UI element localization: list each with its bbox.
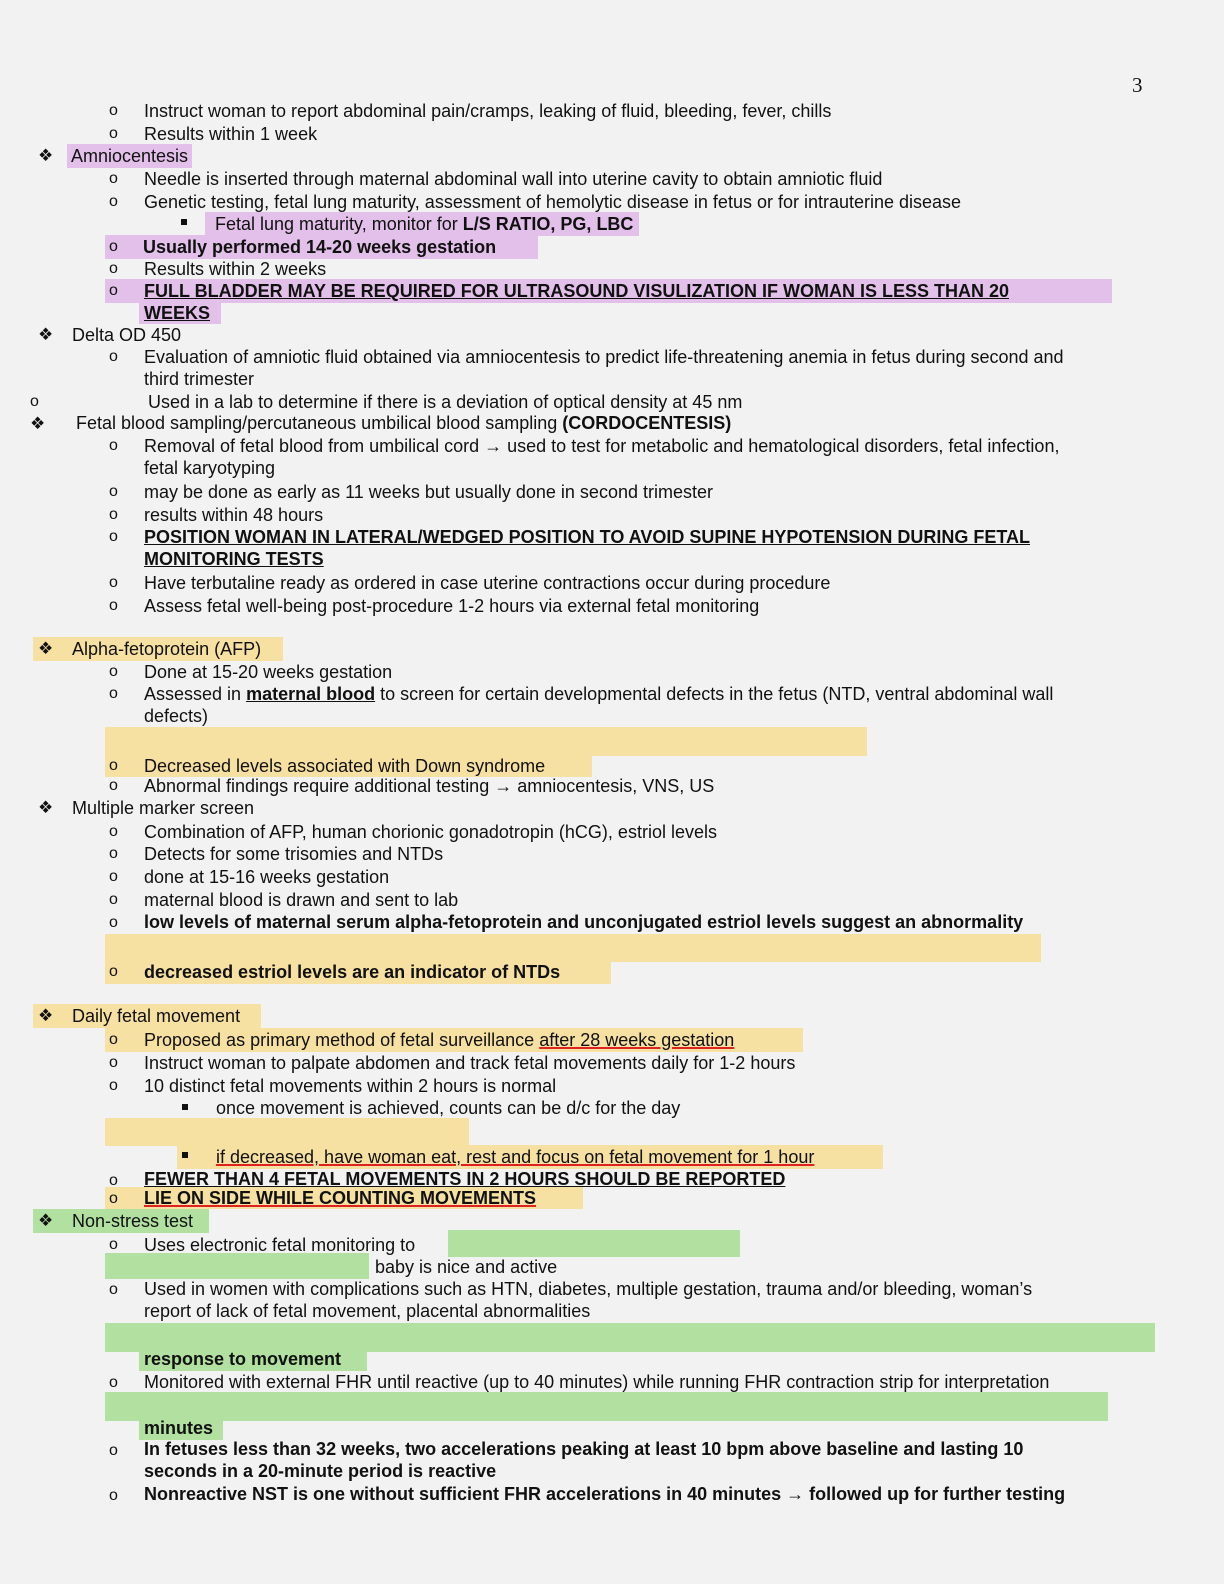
text-line: FEWER THAN 4 FETAL MOVEMENTS IN 2 HOURS SHOULD BE REPORTED (144, 1169, 786, 1189)
diamond-bullet-icon: ❖ (38, 146, 54, 165)
text-line: LIE ON SIDE WHILE COUNTING MOVEMENTS (144, 1188, 537, 1208)
text-line: FULL BLADDER MAY BE REQUIRED FOR ULTRASOUND VISULIZATION IF WOMAN IS LESS THAN 20 (144, 281, 1010, 301)
section-heading: Multiple marker screen (72, 798, 255, 818)
text-line: Monitored with external FHR until reactive (up to 40 minutes) while running FHR contraction strip for interpretation (144, 1372, 1050, 1392)
text-line: Evaluation of amniotic fluid obtained via amniocentesis to predict life-threatening anemia in fetus during second and (144, 347, 1064, 367)
text-line: Genetic testing, fetal lung maturity, assessment of hemolytic disease in fetus or for intrauterine disease (144, 192, 962, 212)
text-line: MONITORING TESTS (144, 549, 324, 569)
section-heading: Amniocentesis (67, 144, 192, 168)
text-span: (CORDOCENTESIS) (562, 413, 732, 433)
text-line (144, 1029, 734, 1051)
text-line (205, 212, 639, 236)
section-heading: Alpha-fetoprotein (AFP) (72, 639, 262, 659)
diamond-bullet-icon: ❖ (38, 1211, 54, 1230)
text-line: POSITION WOMAN IN LATERAL/WEDGED POSITION TO AVOID SUPINE HYPOTENSION DURING FETAL (144, 527, 1031, 547)
text-line: baby is nice and active (375, 1257, 558, 1277)
text-line: Instruct woman to report abdominal pain/cramps, leaking of fluid, bleeding, fever, chills (144, 101, 832, 121)
bullet-circle-icon: o (109, 1077, 118, 1094)
text-line: done at 15-16 weeks gestation (144, 867, 390, 887)
bullet-circle-icon: o (109, 1054, 118, 1071)
text-span: after 28 weeks gestation (539, 1030, 735, 1050)
diamond-bullet-icon: ❖ (38, 639, 54, 658)
bullet-circle-icon: o (109, 868, 118, 885)
page-number: 3 (1132, 73, 1143, 97)
square-bullet-icon (182, 1152, 188, 1158)
text-line: response to movement (144, 1349, 342, 1369)
text-line: Abnormal findings require additional testing → amniocentesis, VNS, US (144, 776, 715, 796)
bullet-circle-icon: o (109, 238, 118, 255)
text-line: Combination of AFP, human chorionic gonadotropin (hCG), estriol levels (144, 822, 717, 842)
highlight-block (448, 1230, 740, 1257)
text-line: In fetuses less than 32 weeks, two accelerations peaking at least 10 bpm above baseline and lasting 10 (144, 1439, 1024, 1459)
text-line: Results within 2 weeks (144, 259, 327, 279)
highlight-block (105, 1118, 469, 1146)
bullet-circle-icon: o (109, 506, 118, 523)
text-line: Assess fetal well-being post-procedure 1-2 hours via external fetal monitoring (144, 596, 760, 616)
text-line: once movement is achieved, counts can be d/c for the day (216, 1098, 681, 1118)
text-line: low levels of maternal serum alpha-fetoprotein and unconjugated estriol levels suggest an abnormality (144, 912, 1024, 932)
bullet-circle-icon: o (109, 685, 118, 702)
bullet-circle-icon: o (109, 1236, 118, 1253)
bullet-circle-icon: o (109, 1442, 118, 1459)
text-line: report of lack of fetal movement, placental abnormalities (144, 1301, 591, 1321)
text-line: may be done as early as 11 weeks but usually done in second trimester (144, 482, 713, 502)
bullet-circle-icon: o (109, 845, 118, 862)
bullet-circle-icon: o (109, 777, 118, 794)
text-line: Uses electronic fetal monitoring to (144, 1235, 416, 1255)
section-heading: Delta OD 450 (72, 325, 182, 345)
highlight-block (105, 1253, 369, 1279)
bullet-circle-icon: o (109, 1190, 118, 1207)
text-line (144, 683, 1053, 705)
bullet-circle-icon: o (109, 437, 118, 454)
diamond-bullet-icon: ❖ (38, 798, 54, 817)
bullet-circle-icon: o (109, 193, 118, 210)
text-line: Detects for some trisomies and NTDs (144, 844, 444, 864)
diamond-bullet-icon: ❖ (38, 325, 54, 344)
bullet-circle-icon: o (30, 393, 39, 410)
bullet-circle-icon: o (109, 757, 118, 774)
bullet-circle-icon: o (109, 1172, 118, 1189)
text-line: Usually performed 14-20 weeks gestation (143, 237, 497, 257)
square-bullet-icon (182, 1104, 188, 1110)
bullet-circle-icon: o (109, 528, 118, 545)
text-span: Proposed as primary method of fetal surveillance (144, 1030, 540, 1050)
text-line: minutes (144, 1418, 214, 1438)
text-line: Used in a lab to determine if there is a deviation of optical density at 45 nm (148, 392, 743, 412)
text-span: Fetal blood sampling/percutaneous umbilical blood sampling (76, 413, 563, 433)
text-line: Needle is inserted through maternal abdominal wall into uterine cavity to obtain amniotic fluid (144, 169, 883, 189)
bullet-circle-icon: o (109, 125, 118, 142)
text-line: if decreased, have woman eat, rest and focus on fetal movement for 1 hour (216, 1147, 815, 1167)
bullet-circle-icon: o (109, 597, 118, 614)
text-line: Removal of fetal blood from umbilical cord → used to test for metabolic and hematological disorders, fetal infection, (144, 436, 1060, 456)
bullet-circle-icon: o (109, 1374, 118, 1391)
bullet-circle-icon: o (109, 483, 118, 500)
square-bullet-icon (181, 219, 187, 225)
text-line: 10 distinct fetal movements within 2 hours is normal (144, 1076, 557, 1096)
highlight-block (105, 1392, 1108, 1421)
bullet-circle-icon: o (109, 823, 118, 840)
bullet-circle-icon: o (109, 663, 118, 680)
bullet-circle-icon: o (109, 1487, 118, 1504)
text-line: defects) (144, 706, 209, 726)
bullet-circle-icon: o (109, 574, 118, 591)
bullet-circle-icon: o (109, 170, 118, 187)
text-line: results within 48 hours (144, 505, 324, 525)
text-line: third trimester (144, 369, 255, 389)
text-line: Done at 15-20 weeks gestation (144, 662, 393, 682)
bullet-circle-icon: o (109, 260, 118, 277)
text-span: maternal blood (246, 684, 376, 704)
text-line: Decreased levels associated with Down syndrome (144, 756, 546, 776)
bullet-circle-icon: o (109, 963, 118, 980)
bullet-circle-icon: o (109, 282, 118, 299)
text-line: fetal karyotyping (144, 458, 276, 478)
highlight-block (105, 934, 1041, 962)
text-line: seconds in a 20-minute period is reactive (144, 1461, 497, 1481)
section-heading (76, 412, 731, 434)
text-span: L/S RATIO, PG, LBC (462, 214, 634, 234)
bullet-circle-icon: o (109, 914, 118, 931)
diamond-bullet-icon: ❖ (38, 1006, 54, 1025)
text-line: Results within 1 week (144, 124, 318, 144)
text-line: Have terbutaline ready as ordered in case uterine contractions occur during procedure (144, 573, 831, 593)
text-line: Instruct woman to palpate abdomen and track fetal movements daily for 1-2 hours (144, 1053, 796, 1073)
text-line: Nonreactive NST is one without sufficient FHR accelerations in 40 minutes → followed up for further testing (144, 1484, 1066, 1504)
bullet-circle-icon: o (109, 1031, 118, 1048)
bullet-circle-icon: o (109, 1281, 118, 1298)
diamond-bullet-icon: ❖ (30, 414, 46, 433)
bullet-circle-icon: o (109, 348, 118, 365)
text-line: decreased estriol levels are an indicator of NTDs (144, 962, 561, 982)
bullet-circle-icon: o (109, 891, 118, 908)
bullet-circle-icon: o (109, 102, 118, 119)
section-heading: Non-stress test (72, 1211, 194, 1231)
text-span: Fetal lung maturity, monitor for (215, 214, 463, 234)
text-span: to screen for certain developmental defects in the fetus (NTD, ventral abdominal wall (375, 684, 1054, 704)
text-line: maternal blood is drawn and sent to lab (144, 890, 459, 910)
section-heading: Daily fetal movement (72, 1006, 241, 1026)
text-line: WEEKS (144, 303, 211, 323)
text-span: Assessed in (144, 684, 247, 704)
highlight-block (105, 727, 867, 756)
text-line: Used in women with complications such as HTN, diabetes, multiple gestation, trauma and/or bleeding, woman’s (144, 1279, 1033, 1299)
